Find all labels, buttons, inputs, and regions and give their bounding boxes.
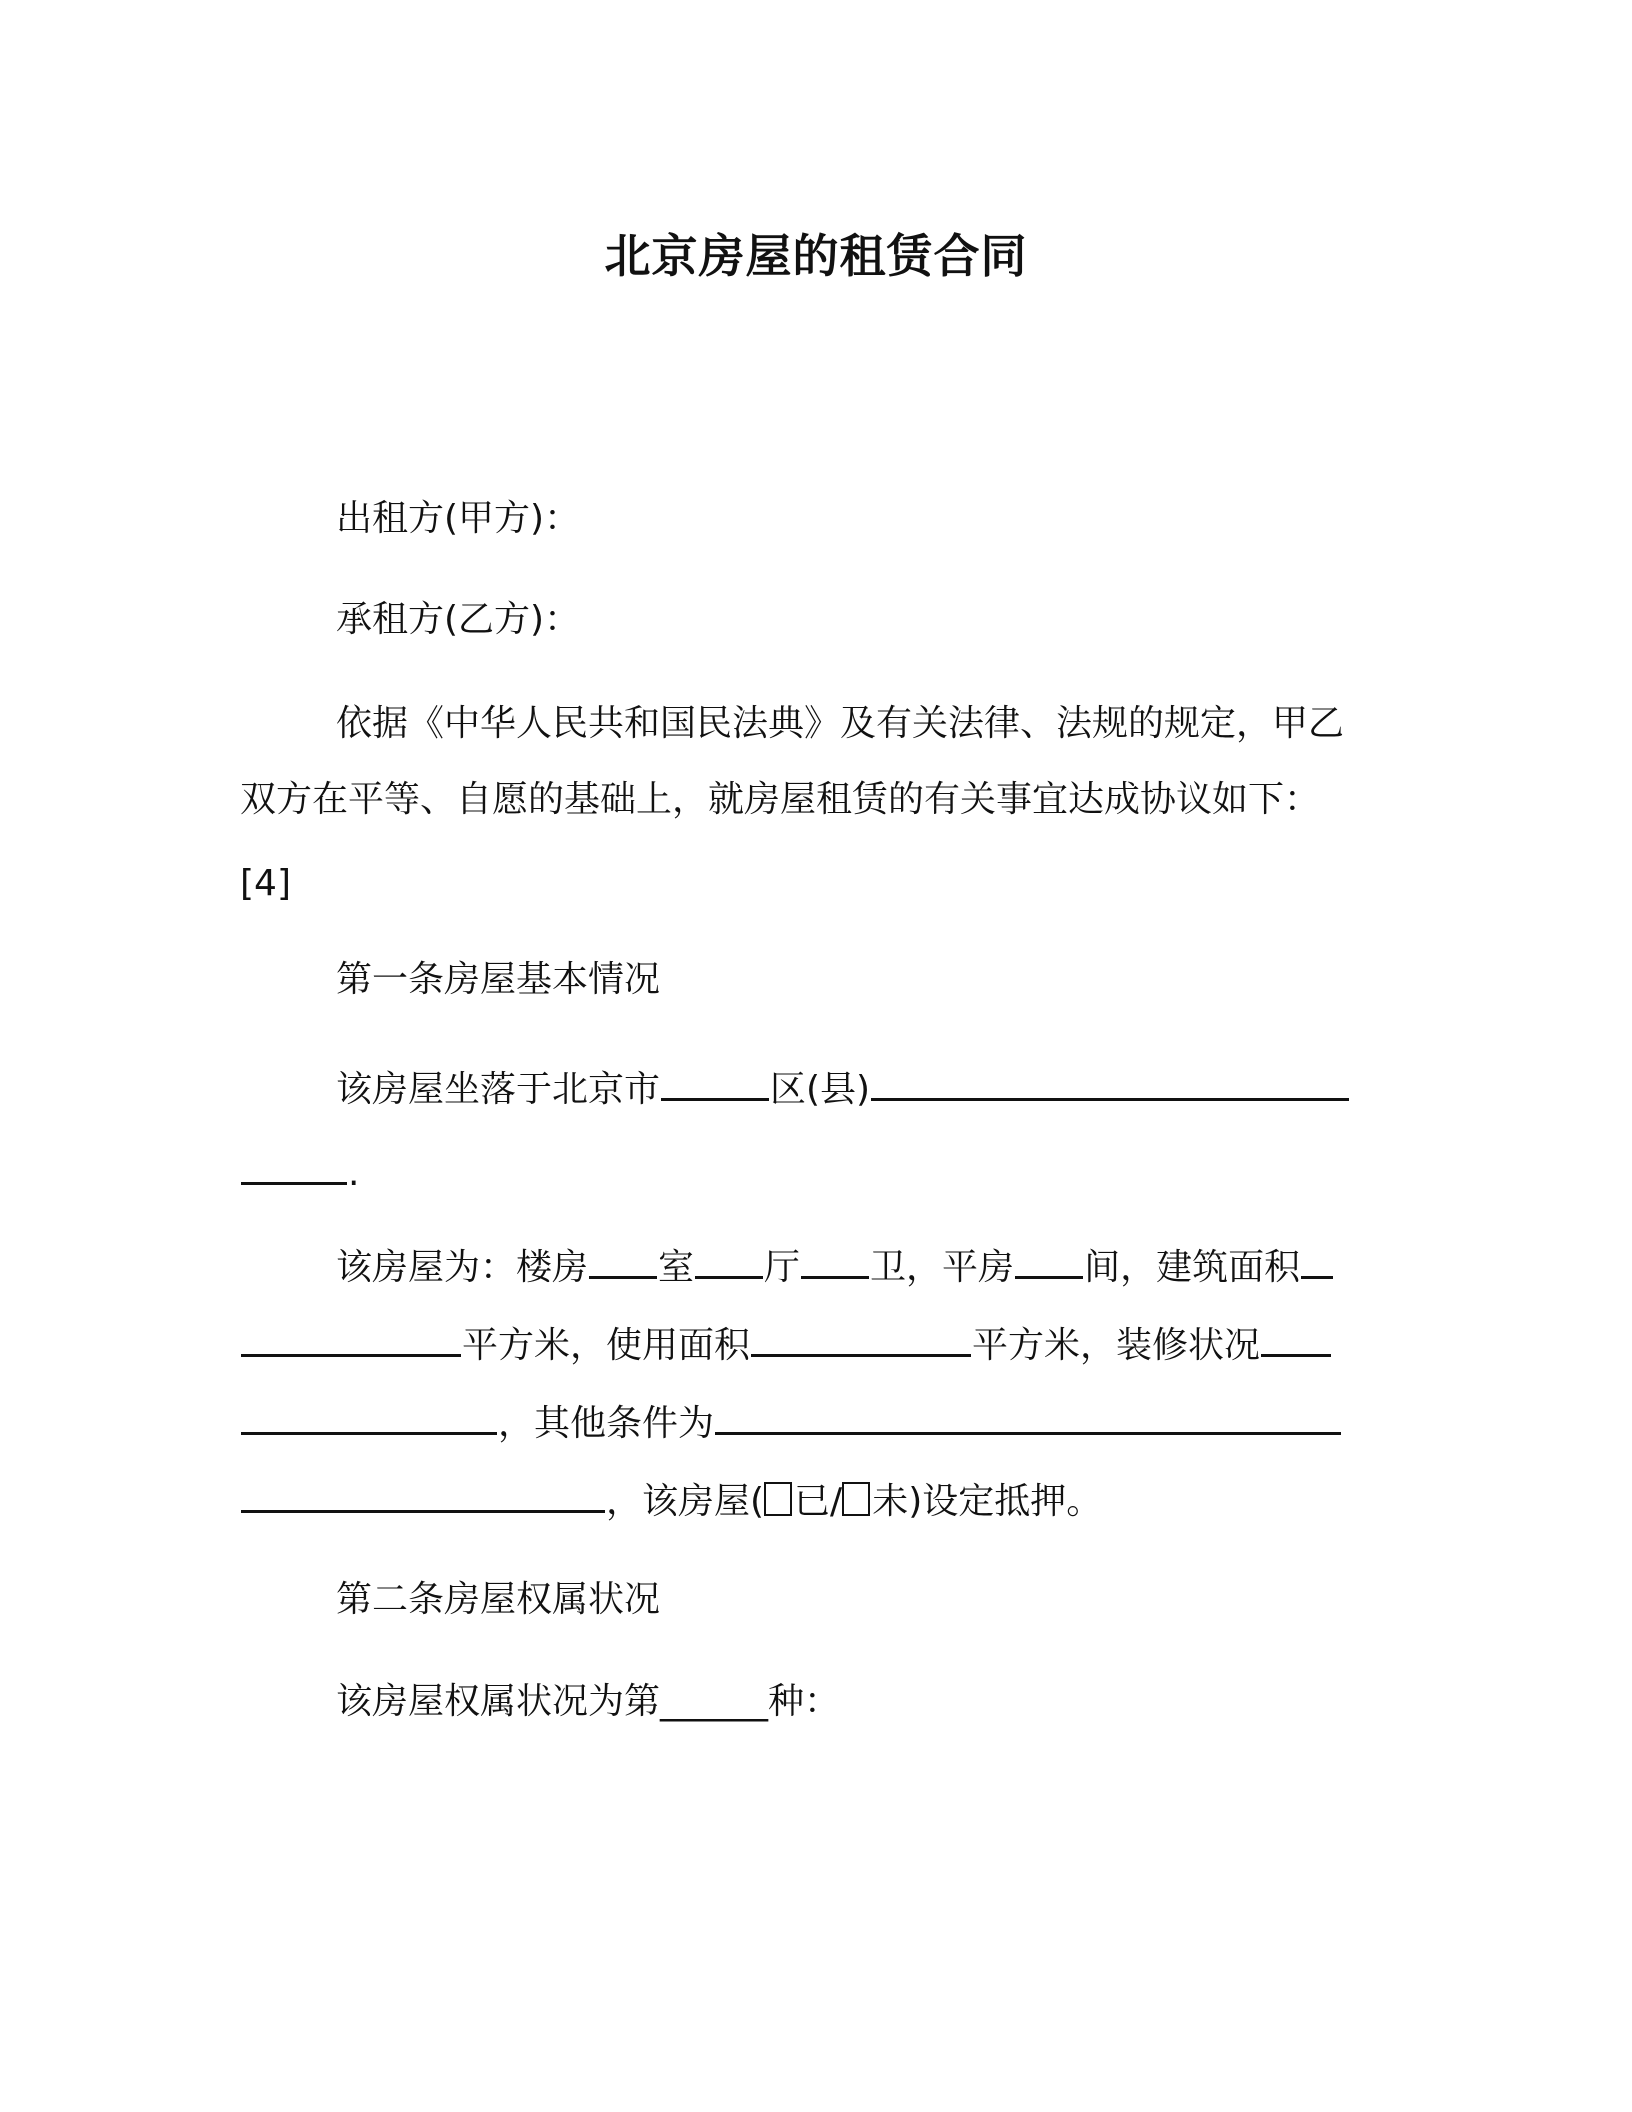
mortgage-prefix: ，该房屋(	[606, 1481, 765, 1522]
district-label: 区(县)	[770, 1069, 871, 1110]
house-type-line	[336, 1240, 1334, 1292]
ownership-line: 该房屋权属状况为第______种：	[336, 1681, 841, 1722]
house-type-prefix: 该房屋为：楼房	[336, 1247, 589, 1288]
intro-line-2: 双方在平等、自愿的基础上，就房屋租赁的有关事宜达成协议如下：	[240, 779, 1321, 820]
room-label: 室	[658, 1247, 695, 1288]
bath-label: 卫，平房	[870, 1247, 1015, 1288]
bungalow-blank	[1015, 1240, 1083, 1279]
conditions-line	[240, 1396, 1342, 1448]
decoration-blank-cont	[241, 1396, 497, 1435]
hall-blank	[695, 1240, 763, 1279]
location-continuation	[240, 1146, 359, 1198]
not-mortgaged-label: 未)设定抵押。	[872, 1481, 1103, 1522]
mortgaged-checkbox[interactable]	[764, 1482, 792, 1516]
bath-blank	[801, 1240, 869, 1279]
location-prefix: 该房屋坐落于北京市	[336, 1069, 661, 1110]
room-blank	[589, 1240, 657, 1279]
decoration-blank	[1261, 1318, 1331, 1357]
hall-label: 厅	[764, 1247, 801, 1288]
intro-reference: [4]	[240, 863, 291, 904]
mortgaged-label: 已/	[794, 1481, 843, 1522]
built-area-blank-cont	[241, 1318, 461, 1357]
article-1-heading: 第一条房屋基本情况	[336, 959, 661, 1000]
not-mortgaged-checkbox[interactable]	[842, 1482, 870, 1516]
district-blank	[661, 1062, 769, 1101]
lessor-line: 出租方(甲方)：	[336, 498, 581, 539]
usable-area-blank	[751, 1318, 971, 1357]
decoration-label: 平方米，装修状况	[972, 1325, 1261, 1366]
built-area-label: 间，建筑面积	[1084, 1247, 1301, 1288]
usable-area-label: 平方米，使用面积	[462, 1325, 751, 1366]
location-line	[336, 1062, 1350, 1114]
intro-line-1: 依据《中华人民共和国民法典》及有关法律、法规的规定，甲乙	[336, 703, 1345, 744]
article-2-heading: 第二条房屋权属状况	[336, 1579, 661, 1620]
document-title: 北京房屋的租赁合同	[604, 229, 1028, 283]
address-blank-cont	[241, 1146, 347, 1185]
built-area-blank	[1301, 1240, 1333, 1279]
area-line	[240, 1318, 1332, 1370]
lessee-line: 承租方(乙方)：	[336, 599, 581, 640]
other-conditions-label: ，其他条件为	[498, 1403, 715, 1444]
other-conditions-blank-cont	[241, 1474, 605, 1513]
location-end: .	[348, 1153, 360, 1194]
other-conditions-blank	[715, 1396, 1341, 1435]
address-blank	[871, 1062, 1349, 1101]
mortgage-line	[240, 1474, 1102, 1526]
